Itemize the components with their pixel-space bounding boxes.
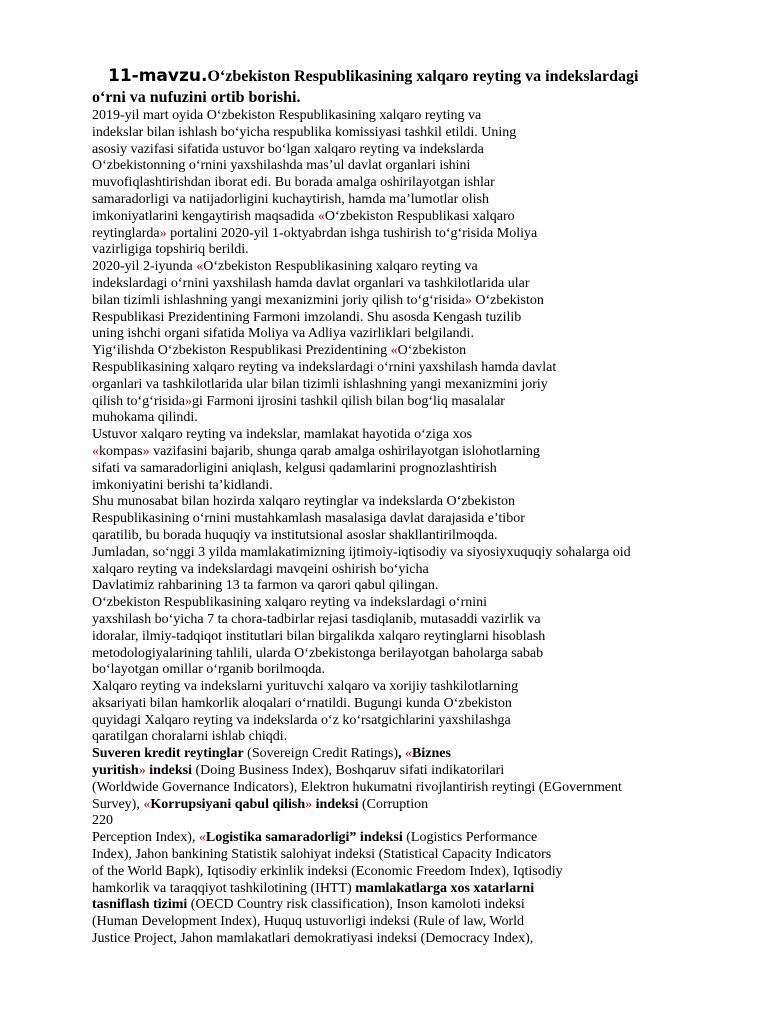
text-line <box>92 444 732 461</box>
text-segment: yaxshilash bo‘yicha 7 ta chora-tadbirlar rejasi tasdiqlanib, mutasaddi vazirlik va <box>92 611 541 627</box>
bold-text: Logistika samaradorligi” indeksi <box>205 830 403 846</box>
text-segment: aksariyati bilan hamkorlik aloqalari o‘rnatildi. Bugungi kunda O‘zbekiston <box>92 695 512 711</box>
text-segment: hamkorlik va taraqqiyot tashkilotining (IHTT) <box>92 880 356 896</box>
text-segment: Xalqaro reyting va indekslarni yurituvchi xalqaro va xorijiy tashkilotlarning <box>92 679 519 695</box>
bold-text: tasniflash tizimi <box>92 897 188 913</box>
bold-text: Suveren kredit reytinglar <box>92 746 244 762</box>
text-segment: Shu munosabat bilan hozirda xalqaro reytinglar va indekslarda O‘zbekiston <box>92 494 515 510</box>
text-segment: Respublikasining xalqaro reyting va indekslardagi o‘rnini yaxshilash hamda davlat <box>92 359 557 375</box>
text-segment: (OECD Country risk classification), Inson kamoloti indeksi <box>187 897 525 913</box>
quote-mark: « <box>143 796 151 812</box>
text-line <box>92 679 732 696</box>
text-line <box>92 931 732 948</box>
document-title <box>92 66 732 87</box>
text-segment: Jumladan, so‘nggi 3 yilda mamlakatimizning ijtimoiy-iqtisodiy va siyosiyxuquqiy sohalarga oid <box>92 544 631 560</box>
text-line <box>92 427 732 444</box>
text-segment: idoralar, ilmiy-tadqiqot institutlari bilan birgalikda xalqaro reytinglarni hisoblash <box>92 628 546 644</box>
text-line <box>92 494 732 511</box>
text-line <box>92 881 732 898</box>
text-line <box>92 209 732 226</box>
text-line <box>92 242 732 259</box>
quote-mark: « <box>196 259 204 275</box>
text-segment: (Human Development Index), Huquq ustuvorligi indeksi (Rule of law, World <box>92 914 525 930</box>
text-line <box>92 276 732 293</box>
text-segment: quyidagi Xalqaro reyting va indekslarda o‘z ko‘rsatgichlarini yaxshilashga <box>92 712 511 728</box>
bold-text: Korrupsiyani qabul qilish <box>150 796 306 812</box>
text-line <box>92 377 732 394</box>
bold-text: mamlakatlarga xos xatarlarni <box>355 880 535 896</box>
text-line <box>92 578 732 595</box>
quote-mark: « <box>405 746 413 762</box>
text-line <box>92 310 732 327</box>
text-segment: gi Farmoni ijrosini tashkil qilish bilan bog‘liq masalalar <box>191 393 505 409</box>
text-segment: vazirligiga topshiriq berildi. <box>92 242 249 258</box>
quote-mark: « <box>390 343 398 359</box>
text-line <box>92 729 732 746</box>
text-line <box>92 326 732 343</box>
text-line <box>92 713 732 730</box>
text-segment: bo‘layotgan omillar o‘rganib borilmoqda. <box>92 662 326 678</box>
text-segment: imkoniyatini berishi ta’kidlandi. <box>92 477 273 493</box>
quote-mark: » <box>305 796 313 812</box>
text-segment: sifati va samaradorligini aniqlash, kelgusi qadamlarini prognozlashtirish <box>92 460 497 476</box>
text-line <box>92 461 732 478</box>
text-segment: metodologiyalarining tahlili, ularda O‘zbekistonga berilayotgan baholarga sabab <box>92 645 544 661</box>
text-line <box>92 847 732 864</box>
text-line <box>92 192 732 209</box>
bold-text: yuritish <box>92 763 139 779</box>
text-line <box>92 226 732 243</box>
text-line <box>92 108 732 125</box>
document-body <box>92 108 732 948</box>
text-line <box>92 763 732 780</box>
text-line <box>92 612 732 629</box>
bold-text: indeksi <box>145 763 192 779</box>
text-line <box>92 897 732 914</box>
text-segment: samaradorligi va natijadorligini kuchaytirish, hamda ma’lumotlar olish <box>92 191 489 207</box>
text-segment: (Sovereign Credit Ratings) <box>243 746 399 762</box>
text-line <box>92 478 732 495</box>
text-segment: muvofiqlashtirishdan iborat edi. Bu borada amalga oshirilayotgan ishlar <box>92 175 495 191</box>
text-segment: O‘zbekiston Respublikasi xalqaro <box>324 208 515 224</box>
text-segment: indekslar bilan ishlash bo‘yicha respublika komissiyasi tashkil etildi. Uning <box>92 124 517 140</box>
text-segment: of the World Bapk), Iqtisodiy erkinlik indeksi (Economic Freedom Index), Iqtisodiy <box>92 863 563 879</box>
text-segment: 2019-yil mart oyida O‘zbekiston Respublikasining xalqaro reyting va <box>92 108 482 123</box>
text-segment: Index), Jahon bankining Statistik salohiyat indeksi (Statistical Capacity Indicators <box>92 847 552 863</box>
text-line <box>92 175 732 192</box>
text-line <box>92 528 732 545</box>
text-segment: O‘zbekistonning o‘rnini yaxshilashda mas’ul davlat organlari ishini <box>92 158 471 174</box>
text-segment: organlari va tashkilotlarida ular bilan tizimli ishlashning yangi mexanizmini joriy <box>92 376 548 392</box>
text-segment: 2020-yil 2-iyunda <box>92 259 197 275</box>
text-segment: (Corruption <box>358 796 429 812</box>
text-segment: uning ishchi organi sifatida Moliya va Adliya vazirliklari belgilandi. <box>92 326 474 342</box>
text-segment: reytinglarda <box>92 225 160 241</box>
quote-mark: » <box>142 443 150 459</box>
text-line <box>92 646 732 663</box>
quote-mark: « <box>92 443 99 459</box>
text-line <box>92 142 732 159</box>
topic-number: 11-mavzu. <box>108 66 208 86</box>
quote-mark: » <box>159 225 167 241</box>
text-line <box>92 158 732 175</box>
text-line <box>92 696 732 713</box>
text-segment: 220 <box>92 813 113 829</box>
text-line <box>92 780 732 797</box>
text-segment: O‘zbekiston <box>471 292 544 308</box>
text-line <box>92 545 732 562</box>
text-segment: asosiy vazifasi sifatida ustuvor bo‘lgan xalqaro reyting va indekslarda <box>92 141 484 157</box>
text-segment: Respublikasining o‘rnini mustahkamlash masalasiga davlat darajasida e’tibor <box>92 511 525 527</box>
text-segment: muhokama qilindi. <box>92 410 198 426</box>
quote-mark: » <box>138 763 146 779</box>
text-segment: O‘zbekiston Respublikasining xalqaro reyting va indekslardagi o‘rnini <box>92 595 488 611</box>
text-segment: kompas <box>99 443 143 459</box>
bold-text: indeksi <box>312 796 359 812</box>
text-segment: bilan tizimli ishlashning yangi mexanizmini joriy qilish to‘g‘risida <box>92 292 465 308</box>
title-line-2: o‘rni va nufuzini ortib borishi. <box>92 89 301 106</box>
text-segment: (Doing Business Index), Boshqaruv sifati indikatorilari <box>192 763 505 779</box>
text-segment: Perception Index), <box>92 830 199 846</box>
text-segment: (Worldwide Governance Indicators), Elektron hukumatni rivojlantirish reytingi (EGovernment <box>92 779 622 795</box>
text-segment: O‘zbekiston <box>397 343 467 359</box>
text-segment: qaratilib, bu borada huquqiy va institutsional asoslar shakllantirilmoqda. <box>92 527 498 543</box>
text-line <box>92 410 732 427</box>
text-line <box>92 662 732 679</box>
text-segment: indekslardagi o‘rnini yaxshilash hamda davlat organlari va tashkilotlarida ular <box>92 275 530 291</box>
text-line <box>92 746 732 763</box>
title-line-1: O‘zbekiston Respublikasining xalqaro reyting va indekslardagi <box>207 68 639 85</box>
text-segment: Survey), <box>92 796 144 812</box>
text-line <box>92 813 732 830</box>
text-line <box>92 797 732 814</box>
text-segment: (Logistics Performance <box>402 830 538 846</box>
text-line <box>92 562 732 579</box>
text-line <box>92 343 732 360</box>
text-segment: qilish to‘g‘risida <box>92 393 185 409</box>
text-line <box>92 360 732 377</box>
quote-mark: « <box>317 208 325 224</box>
text-line <box>92 864 732 881</box>
bold-text: Biznes <box>412 746 451 762</box>
text-line <box>92 595 732 612</box>
text-line <box>92 914 732 931</box>
bold-text: , <box>398 746 406 762</box>
text-segment: Ustuvor xalqaro reyting va indekslar, mamlakat hayotida o‘ziga xos <box>92 427 473 443</box>
text-line <box>92 830 732 847</box>
text-segment: Justice Project, Jahon mamlakatlari demokratiyasi indeksi (Democracy Index), <box>92 931 534 947</box>
quote-mark: « <box>198 830 206 846</box>
text-segment: Respublikasi Prezidentining Farmoni imzolandi. Shu asosda Kengash tuzilib <box>92 309 522 325</box>
quote-mark: » <box>184 393 192 409</box>
text-segment: Yig‘ilishda O‘zbekiston Respublikasi Prezidentining <box>92 343 391 359</box>
text-line <box>92 293 732 310</box>
text-line <box>92 629 732 646</box>
text-line <box>92 511 732 528</box>
text-segment: Davlatimiz rahbarining 13 ta farmon va qarori qabul qilingan. <box>92 578 439 594</box>
text-segment: xalqaro reyting va indekslardagi mavqeini oshirish bo‘yicha <box>92 561 429 577</box>
text-line <box>92 259 732 276</box>
text-segment: vazifasini bajarib, shunga qarab amalga oshirilayotgan islohotlarning <box>149 443 540 459</box>
text-segment: O‘zbekiston Respublikasining xalqaro reyting va <box>203 259 478 275</box>
text-line <box>92 125 732 142</box>
text-segment: portalini 2020-yil 1-oktyabrdan ishga tushirish to‘g‘risida Moliya <box>166 225 538 241</box>
text-segment: imkoniyatlarini kengaytirish maqsadida <box>92 208 318 224</box>
document-page <box>92 66 732 948</box>
text-line <box>92 394 732 411</box>
text-segment: qaratilgan choralarni ishlab chiqdi. <box>92 729 288 745</box>
quote-mark: » <box>464 292 472 308</box>
